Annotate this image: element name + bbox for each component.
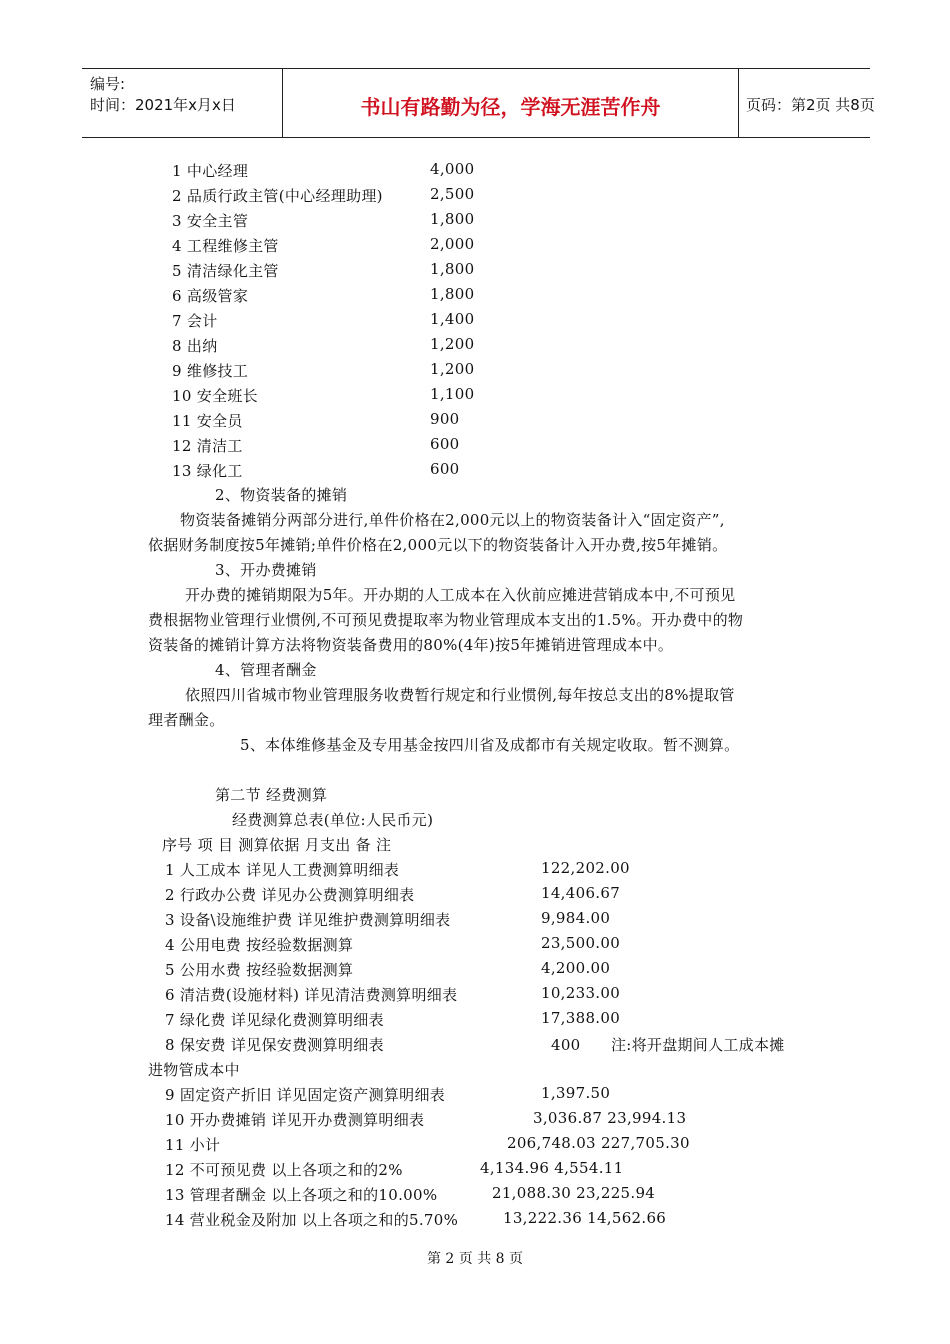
expense-row-text: 1 人工成本 详见人工费测算明细表 bbox=[165, 861, 400, 879]
expense-row-text: 4 公用电费 按经验数据测算 bbox=[165, 936, 354, 954]
header-motto-cell bbox=[282, 69, 739, 137]
salary-item-name: 维修技工 bbox=[186, 362, 249, 380]
section-3-paragraph-line: 资装备的摊销计算方法将物资装备费用的80%(4年)按5年摊销进管理成本中。 bbox=[148, 636, 674, 654]
time-label: 时间：2021年x月x日 bbox=[90, 96, 236, 114]
section-2-title: 2、物资装备的摊销 bbox=[215, 486, 348, 504]
expense-row-text: 3 设备\设施维护费 详见维护费测算明细表 bbox=[165, 911, 451, 929]
expense-row-value: 9,984.00 bbox=[541, 909, 611, 927]
salary-item-number: 3 bbox=[172, 212, 182, 230]
expense-row-text: 14 营业税金及附加 以上各项之和的5.70% bbox=[165, 1211, 459, 1229]
salary-item-amount: 2,000 bbox=[430, 235, 475, 253]
expense-row-text: 8 保安费 详见保安费测算明细表 bbox=[165, 1036, 384, 1054]
expense-row-text: 13 管理者酬金 以上各项之和的10.00% bbox=[165, 1186, 438, 1204]
section-2-paragraph-line: 物资装备摊销分两部分进行,单件价格在2,000元以上的物资装备计入“固定资产”, bbox=[180, 511, 725, 529]
salary-item-name: 清洁工 bbox=[196, 437, 243, 455]
salary-item-number: 13 bbox=[172, 462, 192, 480]
table-header-line: 序号 项 目 测算依据 月支出 备 注 bbox=[162, 836, 392, 854]
expense-row-value: 23,500.00 bbox=[541, 934, 621, 952]
expense-row-value: 122,202.00 bbox=[541, 859, 630, 877]
salary-item-amount: 4,000 bbox=[430, 160, 475, 178]
expense-row-text: 11 小计 bbox=[165, 1136, 221, 1154]
expense-row-value: 4,134.96 4,554.11 bbox=[480, 1159, 624, 1177]
expense-row-text: 进物管成本中 bbox=[148, 1061, 240, 1079]
salary-item-label bbox=[172, 335, 218, 356]
expense-row-text: 5 公用水费 按经验数据测算 bbox=[165, 961, 354, 979]
section-5-line: 5、本体维修基金及专用基金按四川省及成都市有关规定收取。暂不测算。 bbox=[240, 736, 740, 754]
expense-row-value: 3,036.87 23,994.13 bbox=[533, 1109, 687, 1127]
salary-item-amount: 1,800 bbox=[430, 285, 475, 303]
salary-item-number: 2 bbox=[172, 187, 182, 205]
salary-item-number: 1 bbox=[172, 162, 182, 180]
salary-item-name: 品质行政主管(中心经理助理) bbox=[186, 187, 383, 205]
expense-row-text: 7 绿化费 详见绿化费测算明细表 bbox=[165, 1011, 384, 1029]
section-2-paragraph-line: 依据财务制度按5年摊销;单件价格在2,000元以下的物资装备计入开办费,按5年摊销。 bbox=[148, 536, 728, 554]
expense-row-value: 17,388.00 bbox=[541, 1009, 621, 1027]
expense-row-text: 10 开办费摊销 详见开办费测算明细表 bbox=[165, 1111, 425, 1129]
salary-item-amount: 1,800 bbox=[430, 210, 475, 228]
salary-item-number: 7 bbox=[172, 312, 182, 330]
salary-item-number: 5 bbox=[172, 262, 182, 280]
salary-item-amount: 1,100 bbox=[430, 385, 475, 403]
salary-item-label bbox=[172, 235, 279, 256]
expense-row-text: 6 清洁费(设施材料) 详见清洁费测算明细表 bbox=[165, 986, 458, 1004]
salary-item-label bbox=[172, 435, 243, 456]
salary-item-name: 出纳 bbox=[186, 337, 218, 355]
header-right-cell bbox=[738, 69, 875, 137]
salary-item-label bbox=[172, 385, 258, 406]
salary-item-amount: 1,200 bbox=[430, 335, 475, 353]
salary-item-amount: 1,400 bbox=[430, 310, 475, 328]
salary-item-name: 工程维修主管 bbox=[186, 237, 279, 255]
salary-item-label bbox=[172, 460, 243, 481]
salary-item-amount: 600 bbox=[430, 460, 460, 478]
number-label: 编号: bbox=[90, 75, 126, 93]
header-left-cell bbox=[82, 69, 282, 137]
salary-item-label bbox=[172, 210, 248, 231]
salary-item-number: 11 bbox=[172, 412, 192, 430]
salary-item-amount: 600 bbox=[430, 435, 460, 453]
salary-item-amount: 2,500 bbox=[430, 185, 475, 203]
salary-item-label bbox=[172, 260, 279, 281]
salary-item-label bbox=[172, 185, 383, 206]
salary-item-name: 安全主管 bbox=[186, 212, 249, 230]
section-title: 第二节 经费测算 bbox=[215, 786, 328, 804]
expense-row-value: 10,233.00 bbox=[541, 984, 621, 1002]
salary-item-label bbox=[172, 160, 248, 181]
salary-item-name: 安全班长 bbox=[196, 387, 258, 405]
section-4-paragraph-line: 理者酬金。 bbox=[148, 711, 225, 729]
expense-row-value: 1,397.50 bbox=[541, 1084, 611, 1102]
salary-item-amount: 1,800 bbox=[430, 260, 475, 278]
salary-item-amount: 900 bbox=[430, 410, 460, 428]
expense-row-value: 14,406.67 bbox=[541, 884, 621, 902]
salary-item-number: 6 bbox=[172, 287, 182, 305]
expense-row-value: 4,200.00 bbox=[541, 959, 611, 977]
salary-item-label bbox=[172, 285, 248, 306]
section-4-title: 4、管理者酬金 bbox=[215, 661, 317, 679]
salary-item-number: 8 bbox=[172, 337, 182, 355]
expense-row-text: 2 行政办公费 详见办公费测算明细表 bbox=[165, 886, 415, 904]
salary-item-label bbox=[172, 310, 218, 331]
section-3-paragraph-line: 费根据物业管理行业惯例,不可预见费提取率为物业管理成本支出的1.5%。开办费中的物 bbox=[148, 611, 744, 629]
salary-item-number: 4 bbox=[172, 237, 182, 255]
expense-row-text: 9 固定资产折旧 详见固定资产测算明细表 bbox=[165, 1086, 446, 1104]
salary-item-name: 绿化工 bbox=[196, 462, 243, 480]
page-header bbox=[82, 68, 875, 138]
salary-item-name: 清洁绿化主管 bbox=[186, 262, 279, 280]
salary-item-number: 9 bbox=[172, 362, 182, 380]
page-info: 页码：第2页 共8页 bbox=[746, 96, 875, 114]
salary-item-name: 高级管家 bbox=[186, 287, 249, 305]
section-3-title: 3、开办费摊销 bbox=[215, 561, 317, 579]
salary-item-name: 中心经理 bbox=[186, 162, 249, 180]
section-3-paragraph-line: 开办费的摊销期限为5年。开办期的人工成本在入伙前应摊进营销成本中,不可预见 bbox=[185, 586, 736, 604]
salary-item-amount: 1,200 bbox=[430, 360, 475, 378]
expense-row-value: 13,222.36 14,562.66 bbox=[503, 1209, 667, 1227]
salary-item-number: 10 bbox=[172, 387, 192, 405]
expense-row-value: 206,748.03 227,705.30 bbox=[507, 1134, 690, 1152]
salary-item-name: 安全员 bbox=[196, 412, 243, 430]
salary-item-name: 会计 bbox=[186, 312, 218, 330]
expense-row-text: 12 不可预见费 以上各项之和的2% bbox=[165, 1161, 403, 1179]
expense-row-value: 21,088.30 23,225.94 bbox=[492, 1184, 656, 1202]
salary-item-number: 12 bbox=[172, 437, 192, 455]
page-footer: 第 2 页 共 8 页 bbox=[426, 1251, 524, 1267]
section-4-paragraph-line: 依照四川省城市物业管理服务收费暂行规定和行业惯例,每年按总支出的8%提取管 bbox=[185, 686, 735, 704]
salary-item-label bbox=[172, 410, 243, 431]
motto-text: 书山有路勤为径，学海无涯苦作舟 bbox=[360, 95, 661, 119]
table-title: 经费测算总表(单位:人民币元) bbox=[232, 811, 434, 829]
salary-item-label bbox=[172, 360, 248, 381]
expense-row-value: 400 注:将开盘期间人工成本摊 bbox=[551, 1036, 785, 1054]
